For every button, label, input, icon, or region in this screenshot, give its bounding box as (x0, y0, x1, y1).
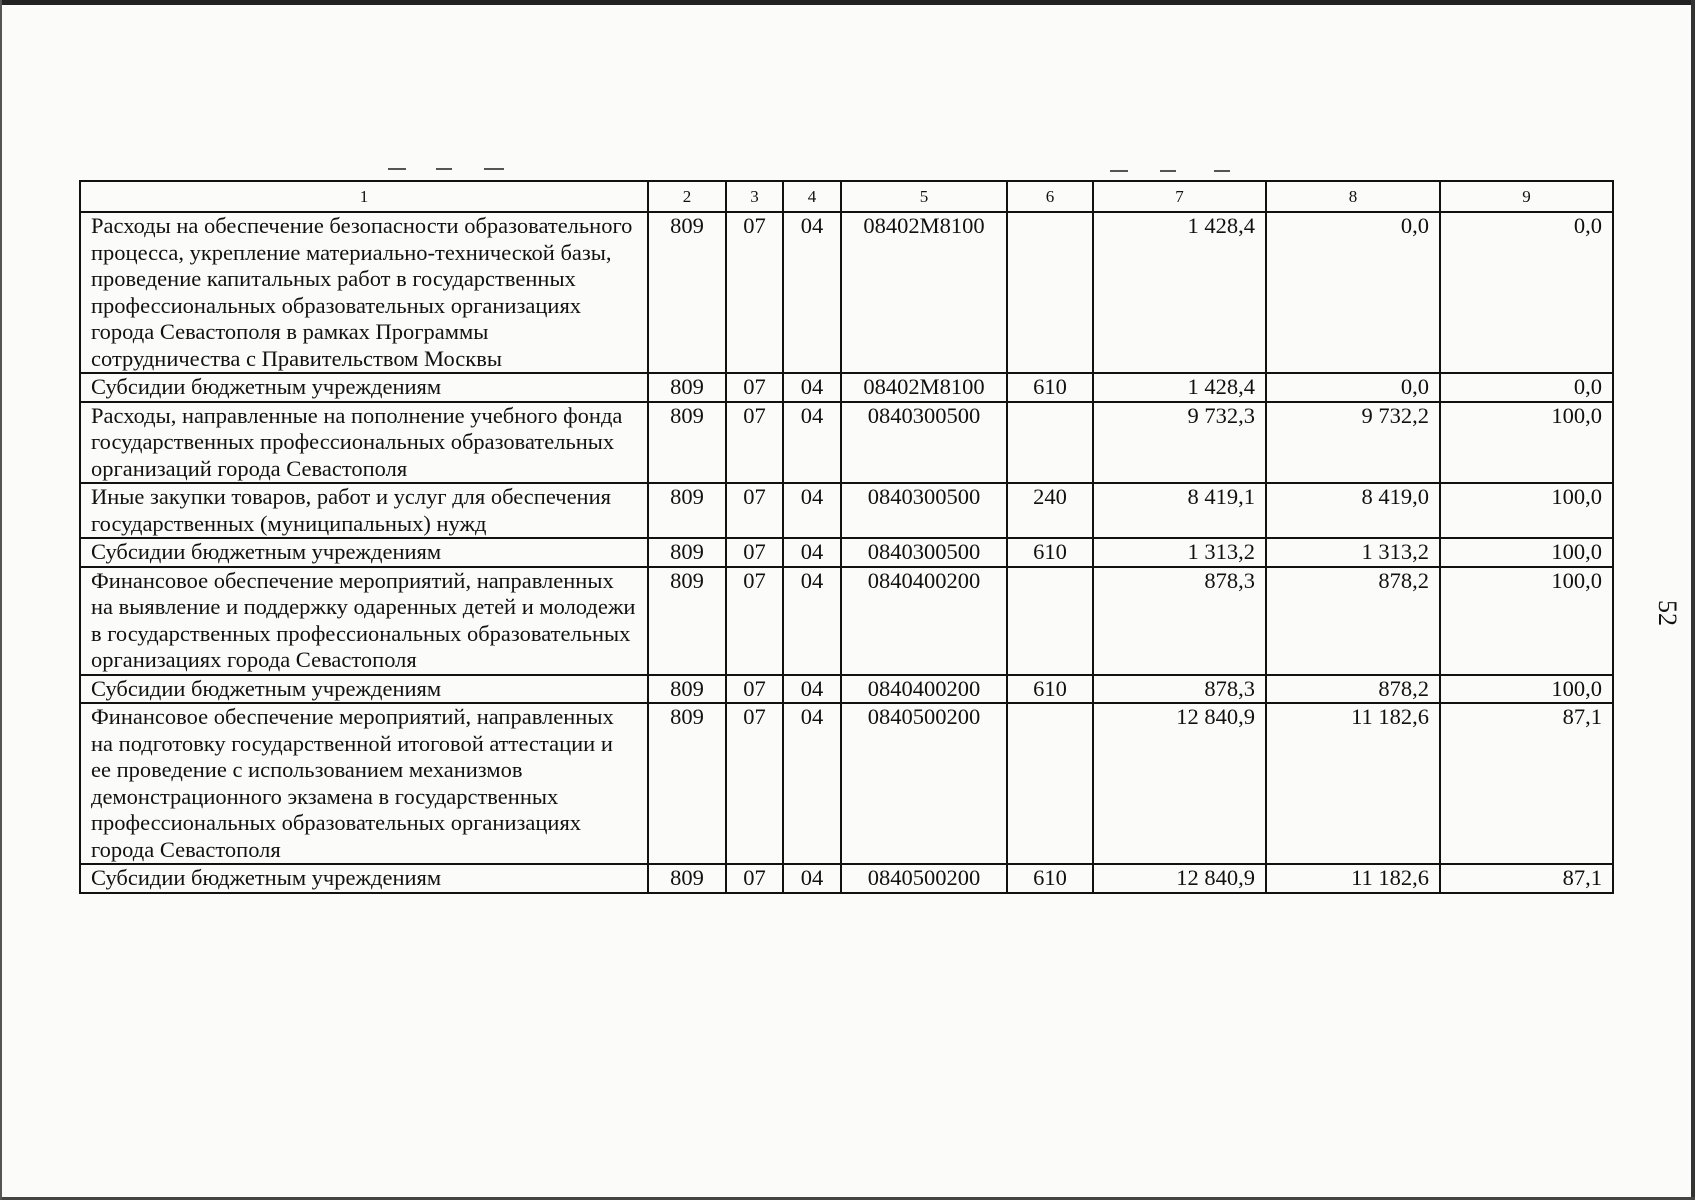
cell-section: 07 (726, 538, 783, 567)
col-header: 1 (80, 181, 648, 212)
cell-subsection: 04 (783, 675, 841, 704)
cell-percent: 100,0 (1440, 483, 1613, 538)
cell-planned: 878,3 (1093, 675, 1266, 704)
cell-admin-code: 809 (648, 538, 726, 567)
scan-edge-right (1691, 0, 1695, 1200)
table-row (80, 373, 1613, 402)
cell-expense-type (1007, 567, 1093, 675)
table-row (80, 675, 1613, 704)
scan-artifact (436, 168, 452, 170)
scan-artifact (1110, 170, 1128, 172)
cell-planned: 12 840,9 (1093, 864, 1266, 893)
table-row (80, 567, 1613, 675)
row-description: Субсидии бюджетным учреждениям (80, 864, 648, 893)
cell-percent: 100,0 (1440, 538, 1613, 567)
row-description: Субсидии бюджетным учреждениям (80, 373, 648, 402)
cell-executed: 11 182,6 (1266, 864, 1440, 893)
cell-subsection: 04 (783, 402, 841, 484)
table-row (80, 864, 1613, 893)
cell-expense-type (1007, 402, 1093, 484)
cell-expense-type (1007, 212, 1093, 373)
cell-section: 07 (726, 864, 783, 893)
cell-executed: 878,2 (1266, 567, 1440, 675)
cell-admin-code: 809 (648, 212, 726, 373)
cell-admin-code: 809 (648, 483, 726, 538)
cell-section: 07 (726, 567, 783, 675)
cell-percent: 100,0 (1440, 675, 1613, 704)
budget-table (79, 180, 1614, 894)
cell-target-article: 0840300500 (841, 538, 1007, 567)
cell-admin-code: 809 (648, 373, 726, 402)
cell-admin-code: 809 (648, 703, 726, 864)
cell-subsection: 04 (783, 567, 841, 675)
row-description: Расходы, направленные на пополнение учебного фонда государственных профессиональных образовательных организаций города Севастополя (80, 402, 648, 484)
col-header: 4 (783, 181, 841, 212)
cell-percent: 87,1 (1440, 703, 1613, 864)
cell-percent: 0,0 (1440, 373, 1613, 402)
cell-percent: 100,0 (1440, 402, 1613, 484)
cell-target-article: 0840500200 (841, 864, 1007, 893)
table-row (80, 402, 1613, 484)
cell-percent: 0,0 (1440, 212, 1613, 373)
cell-expense-type: 610 (1007, 538, 1093, 567)
col-header: 3 (726, 181, 783, 212)
cell-subsection: 04 (783, 212, 841, 373)
col-header: 9 (1440, 181, 1613, 212)
row-description: Субсидии бюджетным учреждениям (80, 675, 648, 704)
col-header: 6 (1007, 181, 1093, 212)
cell-percent: 87,1 (1440, 864, 1613, 893)
cell-planned: 9 732,3 (1093, 402, 1266, 484)
col-header: 7 (1093, 181, 1266, 212)
cell-executed: 8 419,0 (1266, 483, 1440, 538)
page-number: 52 (1653, 600, 1682, 626)
cell-target-article: 08402М8100 (841, 212, 1007, 373)
cell-executed: 878,2 (1266, 675, 1440, 704)
cell-subsection: 04 (783, 483, 841, 538)
cell-target-article: 0840500200 (841, 703, 1007, 864)
cell-section: 07 (726, 675, 783, 704)
row-description: Субсидии бюджетным учреждениям (80, 538, 648, 567)
scan-artifact (388, 168, 406, 170)
cell-expense-type: 610 (1007, 675, 1093, 704)
cell-executed: 1 313,2 (1266, 538, 1440, 567)
scan-artifact (1214, 170, 1230, 172)
cell-planned: 1 313,2 (1093, 538, 1266, 567)
cell-subsection: 04 (783, 538, 841, 567)
header-row (80, 181, 1613, 212)
cell-section: 07 (726, 212, 783, 373)
cell-expense-type (1007, 703, 1093, 864)
table-row (80, 538, 1613, 567)
scan-artifact (484, 168, 504, 170)
cell-target-article: 0840400200 (841, 675, 1007, 704)
cell-target-article: 0840300500 (841, 402, 1007, 484)
cell-executed: 11 182,6 (1266, 703, 1440, 864)
cell-expense-type: 610 (1007, 864, 1093, 893)
table-row (80, 703, 1613, 864)
cell-section: 07 (726, 373, 783, 402)
scan-edge-top (0, 0, 1695, 5)
cell-expense-type: 610 (1007, 373, 1093, 402)
cell-section: 07 (726, 483, 783, 538)
cell-target-article: 0840400200 (841, 567, 1007, 675)
cell-section: 07 (726, 703, 783, 864)
cell-planned: 878,3 (1093, 567, 1266, 675)
cell-percent: 100,0 (1440, 567, 1613, 675)
cell-admin-code: 809 (648, 675, 726, 704)
row-description: Расходы на обеспечение безопасности образовательного процесса, укрепление материально-технической базы, проведение капитальных работ в государственных профессиональных образовательных организациях города Севастополя в рамках Программы сотрудничества с Правительством Москвы (80, 212, 648, 373)
cell-executed: 0,0 (1266, 373, 1440, 402)
cell-subsection: 04 (783, 373, 841, 402)
cell-planned: 12 840,9 (1093, 703, 1266, 864)
row-description: Иные закупки товаров, работ и услуг для обеспечения государственных (муниципальных) нужд (80, 483, 648, 538)
cell-executed: 0,0 (1266, 212, 1440, 373)
cell-planned: 1 428,4 (1093, 373, 1266, 402)
cell-expense-type: 240 (1007, 483, 1093, 538)
cell-subsection: 04 (783, 864, 841, 893)
cell-section: 07 (726, 402, 783, 484)
cell-admin-code: 809 (648, 567, 726, 675)
row-description: Финансовое обеспечение мероприятий, направленных на подготовку государственной итоговой аттестации и ее проведение с использованием механизмов демонстрационного экзамена в государственных профессиональных образовательных организациях города Севастополя (80, 703, 648, 864)
col-header: 2 (648, 181, 726, 212)
col-header: 8 (1266, 181, 1440, 212)
cell-executed: 9 732,2 (1266, 402, 1440, 484)
cell-admin-code: 809 (648, 402, 726, 484)
scan-edge-left (0, 0, 2, 1200)
cell-target-article: 0840300500 (841, 483, 1007, 538)
scan-artifact (1160, 170, 1176, 172)
cell-target-article: 08402М8100 (841, 373, 1007, 402)
row-description: Финансовое обеспечение мероприятий, направленных на выявление и поддержку одаренных детей и молодежи в государственных профессиональных образовательных организациях города Севастополя (80, 567, 648, 675)
cell-planned: 1 428,4 (1093, 212, 1266, 373)
cell-subsection: 04 (783, 703, 841, 864)
table-row (80, 483, 1613, 538)
table-row (80, 212, 1613, 373)
col-header: 5 (841, 181, 1007, 212)
cell-admin-code: 809 (648, 864, 726, 893)
cell-planned: 8 419,1 (1093, 483, 1266, 538)
